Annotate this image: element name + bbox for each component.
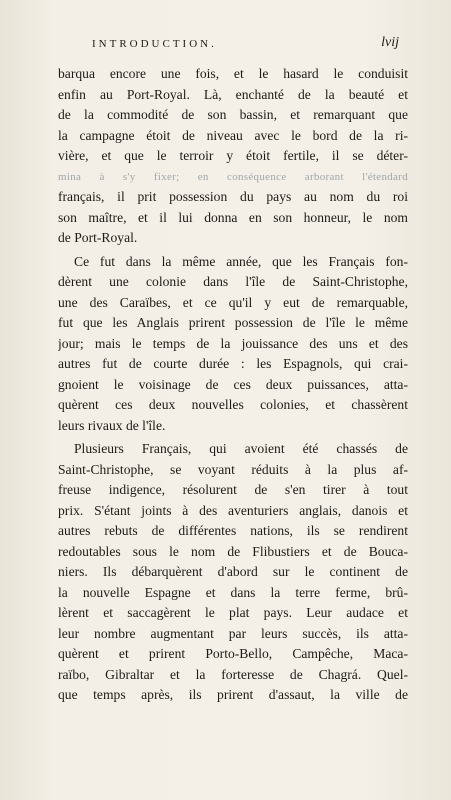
- text-line: la nouvelle Espagne et dans la terre ferme, brû-: [58, 584, 408, 600]
- text-line: leur nombre augmentant par leurs succès, ils atta-: [58, 625, 408, 641]
- text-line: freuse indigence, résolurent de s'en tirer à tout: [58, 482, 408, 497]
- text-line: barqua encore une fois, et le hasard le conduisit: [58, 66, 408, 81]
- paragraph-3: [58, 439, 408, 706]
- text-line: autres fut de courte durée : les Espagnols, qui crai-: [58, 356, 408, 371]
- text-line: redoutables sous le nom de Flibustiers et de Bouca-: [58, 543, 408, 559]
- text-line: quèrent ces deux nouvelles colonies, et chassèrent: [58, 397, 408, 412]
- text-line: autres rebuts de différentes nations, ils se rendirent: [58, 523, 408, 538]
- text-line: jour; mais le temps de la jouissance des uns et des: [58, 335, 408, 351]
- text-line: quèrent et prirent Porto-Bello, Campêche, Maca-: [58, 646, 408, 661]
- text-line: lèrent et saccagèrent le plat pays. Leur audace et: [58, 605, 408, 620]
- text-line: son maître, et il lui donna en son honneur, le nom: [58, 209, 408, 225]
- text-line: la campagne étoit de niveau avec le bord de la ri-: [58, 127, 408, 143]
- body-text: [58, 64, 408, 709]
- text-line: dèrent une colonie dans l'île de Saint-Christophe,: [58, 274, 408, 289]
- text-line: une des Caraïbes, et ce qu'il y eut de remarquable,: [58, 294, 408, 310]
- page-number: lvij: [381, 35, 399, 50]
- text-line: que temps après, ils prirent d'assaut, la ville de: [58, 687, 408, 702]
- text-line: leurs rivaux de l'île.: [58, 417, 166, 433]
- text-line: français, il prit possession du pays au nom du roi: [58, 189, 408, 204]
- text-line: vière, et que le terroir y étoit fertile, il se déter-: [58, 148, 408, 163]
- running-title: INTRODUCTION.: [92, 38, 217, 50]
- text-line: enfin au Port-Royal. Là, enchanté de la beauté et: [58, 86, 408, 102]
- text-line: prix. S'étant joints à des aventuriers anglais, danois et: [58, 502, 408, 518]
- paragraph-1: [58, 64, 408, 249]
- text-line: Ce fut dans la même année, que les Français fon-: [74, 253, 408, 269]
- text-line: mina à s'y fixer; en conséquence arborant l'étendard: [58, 170, 408, 183]
- page-header: [92, 36, 399, 54]
- text-line: gnoient le voisinage de ces deux puissances, atta-: [58, 376, 408, 392]
- paragraph-2: [58, 252, 408, 437]
- text-line: de Port-Royal.: [58, 230, 138, 245]
- text-line: raïbo, Gibraltar et la forteresse de Chagrá. Quel-: [58, 666, 408, 682]
- text-line: niers. Ils débarquèrent d'abord sur le continent de: [58, 564, 408, 579]
- text-line: de la commodité de son bassin, et remarquant que: [58, 107, 408, 122]
- text-line: Saint-Christophe, se voyant réduits à la plus af-: [58, 461, 408, 477]
- text-line: fut que les Anglais prirent possession de l'île le même: [58, 315, 408, 330]
- text-line: Plusieurs Français, qui avoient été chassés de: [74, 441, 408, 456]
